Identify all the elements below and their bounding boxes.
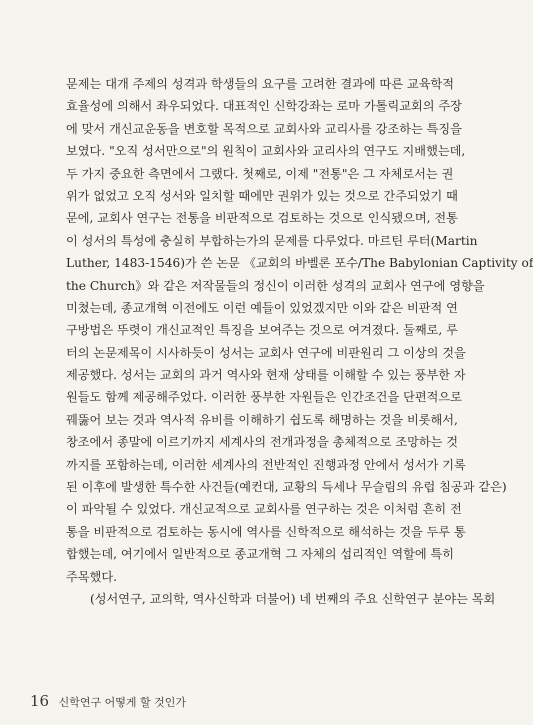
text-line: 까지를 포함하는데, 이러한 세계사의 전반적인 진행과정 안에서 성서가 기록 <box>66 457 466 472</box>
text-line: 제공했다. 성서는 교회의 과거 역사와 현재 상태를 이해할 수 있는 풍부한 자 <box>66 368 466 383</box>
text-line: 꿰뚫어 보는 것과 역사적 유비를 이해하기 쉽도록 해명하는 것을 비롯해서, <box>66 412 458 427</box>
text-line: 이 성서의 특성에 충실히 부합하는가의 문제를 다루었다. 마르틴 루터(Martin <box>66 233 478 248</box>
page-footer <box>30 692 186 710</box>
text-line: 합했는데, 여기에서 일반적으로 종교개혁 그 자체의 섭리적인 역할에 특히 <box>66 547 455 562</box>
text-line: 문에, 교회사 연구는 전통을 비판적으로 검토하는 것으로 인식됐으며, 전통 <box>66 211 458 226</box>
text-line: 터의 논문제목이 시사하듯이 성서는 교회사 연구에 비판원리 그 이상의 것을 <box>66 345 466 360</box>
body-text <box>66 73 533 610</box>
page-number: 16 <box>30 692 50 710</box>
text-line: 위가 없었고 오직 성서와 일치할 때에만 권위가 있는 것으로 간주되었기 때 <box>66 188 458 203</box>
text-line: 원들도 함께 제공해주었다. 이러한 풍부한 자원들은 인간조건을 단편적으로 <box>66 390 462 405</box>
text-line: 문제는 대개 주제의 성격과 학생들의 요구를 고려한 결과에 따른 교육학적 <box>66 77 455 91</box>
text-line: Luther, 1483-1546)가 쓴 논문 《교회의 바벨론 포수/The Babylonian Captivity of <box>66 256 533 271</box>
text-line: 두 가지 중요한 측면에서 그랬다. 첫째로, 이제 "전통"은 그 자체로서는 권 <box>66 166 454 181</box>
paragraph-start-line: (성서연구, 교의학, 역사신학과 더불어) 네 번째의 주요 신학연구 분야는 목회 <box>90 591 496 606</box>
text-line: 통을 비판적으로 검토하는 동시에 역사를 신학적으로 해석하는 것을 두루 통 <box>66 524 466 539</box>
text-line: the Church》와 같은 저작물들의 정신이 이러한 성격의 교회사 연구에 영향을 <box>66 278 485 293</box>
text-line: 창조에서 종말에 이르기까지 세계사의 전개과정을 총체적으로 조망하는 것 <box>66 435 459 450</box>
text-line: 이 파악될 수 있었다. 개신교적으로 교회사를 연구하는 것은 이처럼 흔히 전 <box>66 502 462 517</box>
text-line: 구방법은 뚜렷이 개신교적인 특징을 보여주는 것으로 여겨졌다. 둘째로, 루 <box>66 323 458 338</box>
text-line: 주목했다. <box>66 569 117 584</box>
text-line: 에 맞서 개신교운동을 변호할 목적으로 교회사와 교리사를 강조하는 특징을 <box>66 121 462 136</box>
running-title: 신학연구 어떻게 할 것인가 <box>58 696 186 709</box>
text-line: 효율성에 의해서 좌우되었다. 대표적인 신학강좌는 로마 가톨릭교회의 주장 <box>66 99 462 114</box>
text-line: 된 이후에 발생한 특수한 사건들(예컨대, 교황의 득세나 무슬림의 유럽 침공과 같은) <box>66 480 507 495</box>
text-line: 미쳤는데, 종교개혁 이전에도 이런 예들이 있었겠지만 이와 같은 비판적 연 <box>66 300 458 315</box>
text-line: 보였다. "오직 성서만으로"의 원칙이 교회사와 교리사의 연구도 지배했는데, <box>66 144 466 159</box>
